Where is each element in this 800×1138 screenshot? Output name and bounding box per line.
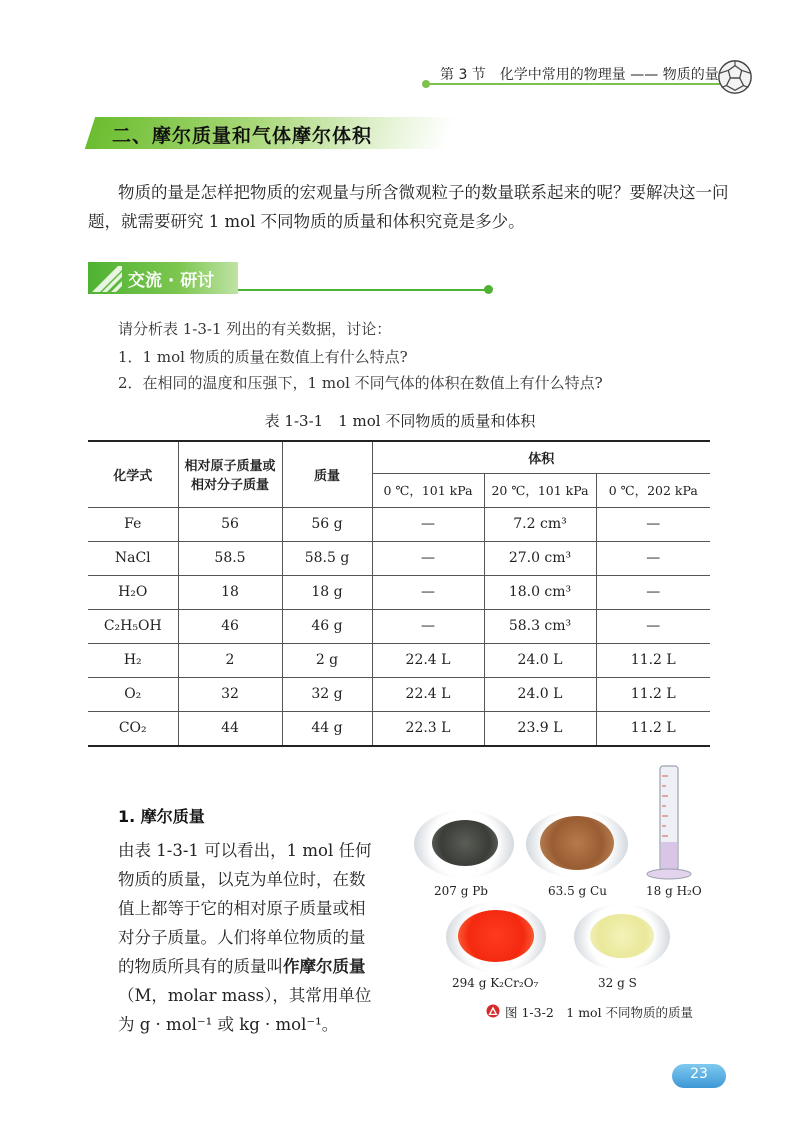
cell-relative-mass: 56 (178, 507, 282, 541)
header-relative-mass-line-2: 相对分子质量 (190, 478, 269, 494)
header-mass: 质量 (282, 441, 372, 507)
table-row (88, 711, 710, 746)
intro-line-2: 题，就需要研究 1 mol 不同物质的质量和体积究竟是多少。 (88, 212, 525, 231)
cell-formula: NaCl (88, 541, 178, 575)
cell-mass: 44 g (282, 711, 372, 746)
header-relative-mass-line-1: 相对原子质量或 (184, 459, 276, 475)
label-s: 32 g S (598, 976, 637, 990)
header-cond-1: 0 ℃，101 kPa (372, 473, 484, 507)
header-formula: 化学式 (113, 468, 153, 484)
running-header: 第 3 节 化学中常用的物理量 —— 物质的量 (440, 67, 719, 83)
table-row (88, 507, 710, 541)
cell-relative-mass: 58.5 (178, 541, 282, 575)
molar-mass-body-1: 由表 1-3-1 可以看出，1 mol 任何物质的质量，以克为单位时，在数值上都等于它的相对原子质量或相对分子质量。人们将单位物质的量的物质所具有的质量叫 (118, 841, 372, 976)
table-row (88, 609, 710, 643)
section-title: 二、摩尔质量和气体摩尔体积 (112, 125, 373, 147)
cell-volume-3: — (596, 575, 710, 609)
cell-formula: O₂ (88, 677, 178, 711)
cell-volume-2: 27.0 cm³ (484, 541, 596, 575)
header-cond-2: 20 ℃，101 kPa (484, 473, 596, 507)
cell-volume-1: — (372, 541, 484, 575)
pb-granules-image (432, 820, 498, 866)
cell-volume-3: 11.2 L (596, 711, 710, 746)
header-dot-icon (422, 80, 430, 88)
cell-volume-3: 11.2 L (596, 677, 710, 711)
discussion-prompt: 请分析表 1-3-1 列出的有关数据，讨论： (118, 320, 392, 338)
cell-relative-mass: 2 (178, 643, 282, 677)
cell-mass: 46 g (282, 609, 372, 643)
cell-formula: H₂ (88, 643, 178, 677)
cell-mass: 58.5 g (282, 541, 372, 575)
table-row (88, 643, 710, 677)
cell-relative-mass: 18 (178, 575, 282, 609)
cell-volume-1: — (372, 575, 484, 609)
discussion-rule (238, 289, 488, 291)
discussion-question-2: 2．在相同的温度和压强下，1 mol 不同气体的体积在数值上有什么特点? (118, 374, 603, 392)
cell-volume-2: 24.0 L (484, 643, 596, 677)
cell-volume-1: — (372, 609, 484, 643)
cell-volume-2: 7.2 cm³ (484, 507, 596, 541)
cell-volume-3: 11.2 L (596, 643, 710, 677)
cell-volume-3: — (596, 609, 710, 643)
cell-relative-mass: 46 (178, 609, 282, 643)
cell-volume-2: 58.3 cm³ (484, 609, 596, 643)
cell-relative-mass: 32 (178, 677, 282, 711)
k2cr2o7-crystals-image (458, 910, 534, 962)
cell-volume-1: 22.4 L (372, 643, 484, 677)
discussion-heading: 交流 · 研讨 (128, 271, 215, 291)
cell-formula: Fe (88, 507, 178, 541)
label-cu: 63.5 g Cu (548, 884, 607, 898)
cell-volume-2: 18.0 cm³ (484, 575, 596, 609)
cell-volume-1: 22.4 L (372, 677, 484, 711)
fullerene-icon (716, 58, 754, 96)
cell-volume-1: 22.3 L (372, 711, 484, 746)
cell-mass: 56 g (282, 507, 372, 541)
molar-mass-paragraph (118, 836, 380, 1039)
cell-volume-1: — (372, 507, 484, 541)
cell-formula: H₂O (88, 575, 178, 609)
table-row (88, 541, 710, 575)
cell-volume-3: — (596, 507, 710, 541)
header-cond-3: 0 ℃，202 kPa (596, 473, 710, 507)
label-pb: 207 g Pb (434, 884, 488, 898)
header-rule (430, 83, 720, 85)
cell-mass: 2 g (282, 643, 372, 677)
cell-volume-2: 24.0 L (484, 677, 596, 711)
cell-mass: 18 g (282, 575, 372, 609)
figure-caption: 图 1-3-2 1 mol 不同物质的质量 (505, 1005, 694, 1020)
table-row (88, 677, 710, 711)
cell-volume-2: 23.9 L (484, 711, 596, 746)
cell-mass: 32 g (282, 677, 372, 711)
discussion-question-1: 1．1 mol 物质的质量在数值上有什么特点? (118, 348, 408, 366)
mass-volume-table (88, 440, 710, 747)
sulfur-powder-image (590, 914, 654, 958)
label-k2cr2o7: 294 g K₂Cr₂O₇ (452, 976, 539, 990)
header-relative-mass (178, 441, 282, 507)
graduated-cylinder-image (640, 762, 700, 882)
figure-marker-icon (486, 1004, 500, 1018)
cell-relative-mass: 44 (178, 711, 282, 746)
cell-volume-3: — (596, 541, 710, 575)
cu-turnings-image (540, 816, 614, 870)
discussion-rule-dot-icon (484, 285, 493, 294)
page-number: 23 (690, 1066, 708, 1082)
header-volume: 体积 (372, 441, 710, 473)
cell-formula: CO₂ (88, 711, 178, 746)
molar-mass-body-2: （M，molar mass），其常用单位为 g · mol⁻¹ 或 kg · mol⁻¹。 (118, 986, 372, 1034)
table-caption: 表 1-3-1 1 mol 不同物质的质量和体积 (264, 412, 536, 430)
stripes-icon (92, 266, 122, 292)
molar-mass-heading: 1. 摩尔质量 (118, 807, 205, 826)
label-h2o: 18 g H₂O (646, 884, 702, 898)
table-row (88, 575, 710, 609)
intro-line-1: 物质的量是怎样把物质的宏观量与所含微观粒子的数量联系起来的呢？要解决这一问 (118, 183, 729, 202)
cell-formula: C₂H₅OH (88, 609, 178, 643)
molar-mass-term: 作摩尔质量 (283, 957, 366, 976)
